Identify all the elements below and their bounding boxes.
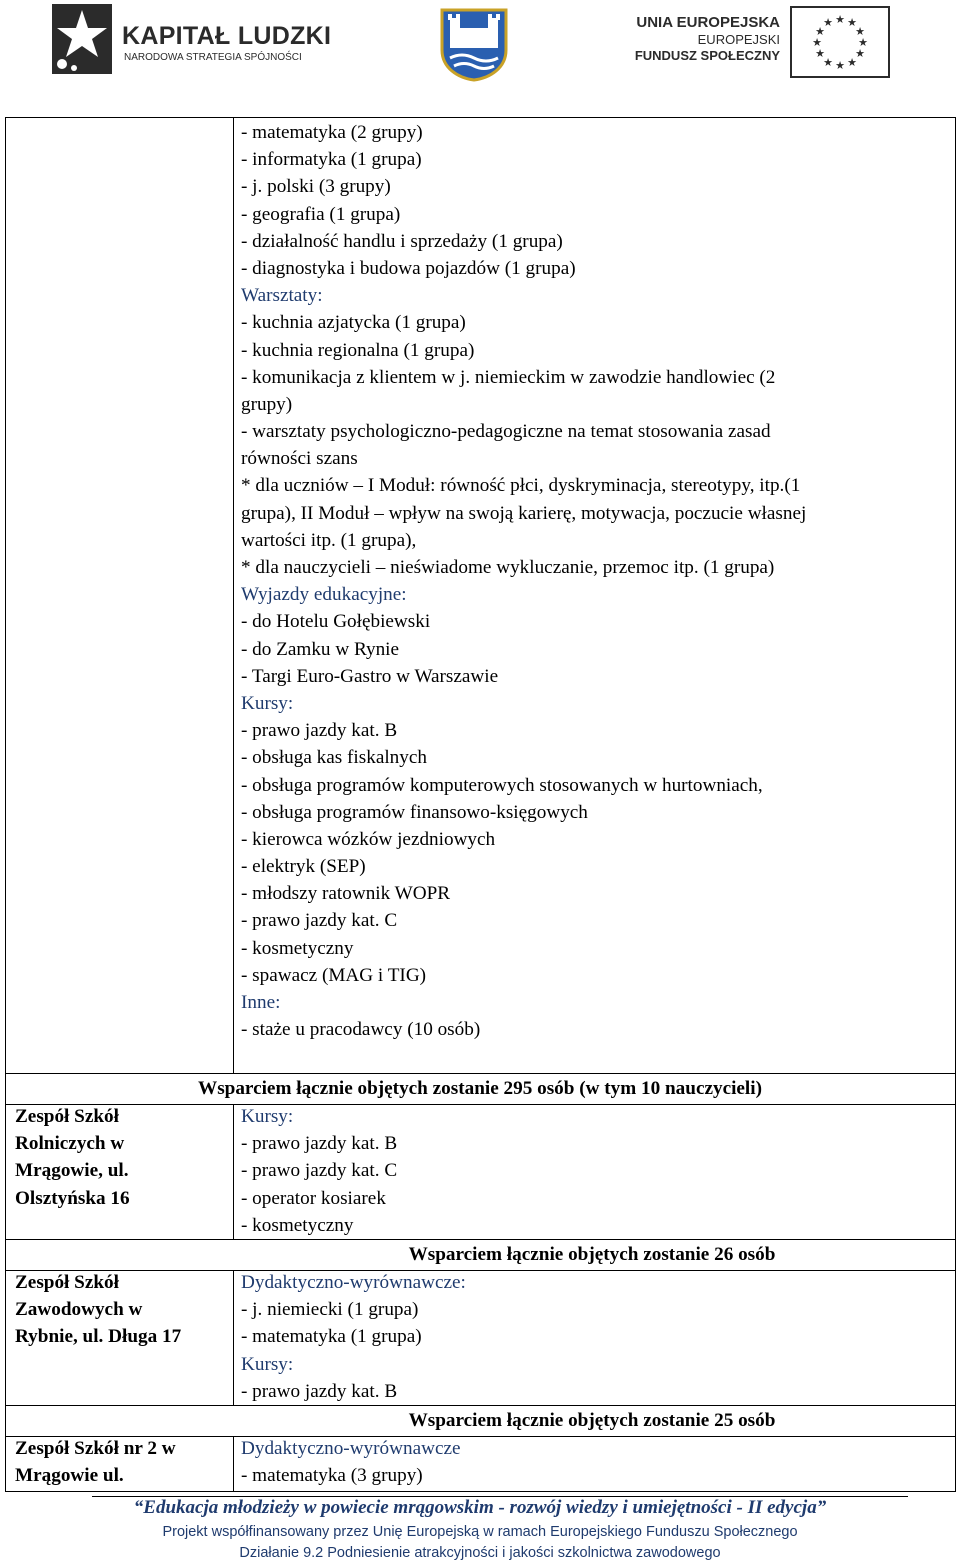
- section-heading: Wyjazdy edukacyjne:: [241, 584, 407, 606]
- school-name-line: Mrągowie, ul.: [15, 1160, 129, 1182]
- school2-summary: Wsparciem łącznie objętych zostanie 25 osób: [408, 1410, 776, 1431]
- svg-text:★: ★: [855, 47, 865, 60]
- list-item: - obsługa programów finansowo-księgowych: [241, 801, 588, 823]
- list-item: - prawo jazdy kat. C: [241, 1160, 398, 1182]
- column-divider: [233, 117, 234, 1073]
- table-divider: [5, 1405, 956, 1406]
- list-item: - diagnostyka i budowa pojazdów (1 grupa): [241, 257, 576, 279]
- list-item: - Targi Euro-Gastro w Warszawie: [241, 665, 499, 687]
- school-name-line: Zespół Szkół: [15, 1272, 119, 1293]
- column-divider: [233, 1104, 234, 1239]
- school-name-line: Zespół Szkół: [15, 1106, 119, 1127]
- list-item: - elektryk (SEP): [241, 856, 366, 878]
- list-item: wartości itp. (1 grupa),: [241, 529, 417, 551]
- list-item: - warsztaty psychologiczno-pedagogiczne na temat stosowania zasad: [241, 421, 771, 443]
- list-item: - matematyka (2 grupy): [241, 122, 423, 143]
- svg-text:★: ★: [855, 25, 865, 38]
- section-heading: Inne:: [241, 992, 281, 1013]
- list-item: - j. niemiecki (1 grupa): [241, 1299, 419, 1321]
- table-divider: [5, 1104, 956, 1105]
- school-name-line: Olsztyńska 16: [15, 1187, 130, 1209]
- list-item: - kuchnia azjatycka (1 grupa): [241, 312, 466, 334]
- svg-text:★: ★: [812, 36, 822, 49]
- top-row-activities: [241, 119, 806, 1043]
- list-item: - młodszy ratownik WOPR: [241, 883, 451, 905]
- list-item: - spawacz (MAG i TIG): [241, 964, 427, 986]
- svg-text:★: ★: [815, 47, 825, 60]
- list-item: - komunikacja z klientem w j. niemieckim w zawodzie handlowiec (2: [241, 366, 776, 388]
- eu-fund-logo: [634, 6, 890, 78]
- svg-text:★: ★: [815, 25, 825, 38]
- footer-cofinancing: Projekt współfinansowany przez Unię Europejską w ramach Europejskiego Funduszu Społecznego: [162, 1524, 798, 1540]
- school1-summary: Wsparciem łącznie objętych zostanie 26 osób: [408, 1244, 776, 1265]
- list-item: - do Hotelu Gołębiewski: [241, 611, 431, 633]
- school3-activities: [241, 1435, 461, 1489]
- svg-text:★: ★: [823, 16, 833, 29]
- school2-name: [15, 1269, 181, 1351]
- eu-social-fund-label: FUNDUSZ SPOŁECZNY: [634, 48, 780, 63]
- list-item: równości szans: [241, 448, 358, 470]
- school3-name: [15, 1435, 176, 1489]
- table-divider: [5, 1239, 956, 1240]
- eu-fund-text: [635, 14, 780, 64]
- table-border-left: [5, 117, 6, 1492]
- list-item: - j. polski (3 grupy): [241, 176, 391, 198]
- svg-text:★: ★: [858, 36, 868, 49]
- list-item: - obsługa kas fiskalnych: [241, 747, 427, 769]
- list-item: grupa), II Moduł – wpływ na swoją karierę, motywacja, poczucie własnej: [241, 502, 807, 524]
- list-item: - obsługa programów komputerowych stosowanych w hurtowniach,: [241, 774, 763, 796]
- list-item: * dla nauczycieli – nieświadome wykluczanie, przemoc itp. (1 grupa): [241, 557, 775, 578]
- eu-european-label: EUROPEJSKI: [697, 32, 780, 47]
- school2-activities: [241, 1269, 466, 1405]
- school1-activities: [241, 1103, 397, 1239]
- section-heading: Kursy:: [241, 1106, 294, 1127]
- kapital-ludzki-star-icon: [52, 4, 112, 74]
- svg-text:★: ★: [823, 56, 833, 69]
- list-item: - do Zamku w Rynie: [241, 638, 400, 660]
- list-item: - kuchnia regionalna (1 grupa): [241, 339, 475, 361]
- table-divider: [5, 1073, 956, 1074]
- column-divider: [233, 1270, 234, 1405]
- kapital-ludzki-logo: [52, 4, 332, 76]
- list-item: - prawo jazdy kat. B: [241, 720, 398, 742]
- section-heading: Dydaktyczno-wyrównawcze: [241, 1438, 461, 1459]
- list-item: - prawo jazdy kat. B: [241, 1380, 398, 1402]
- school-name-line: Rybnie, ul. Długa 17: [15, 1326, 182, 1348]
- table-border-top: [5, 117, 956, 118]
- page-header: [0, 0, 960, 90]
- list-item: - prawo jazdy kat. C: [241, 910, 398, 932]
- list-item: - kosmetyczny: [241, 1214, 354, 1236]
- section-heading: Kursy:: [241, 1353, 294, 1375]
- list-item: - kierowca wózków jezdniowych: [241, 828, 496, 850]
- top-row-summary: Wsparciem łącznie objętych zostanie 295 osób (w tym 10 nauczycieli): [198, 1078, 762, 1099]
- school-name-line: Zawodowych w: [15, 1299, 143, 1321]
- kapital-ludzki-title: KAPITAŁ LUDZKI: [122, 22, 332, 50]
- eu-union-label: UNIA EUROPEJSKA: [636, 14, 780, 31]
- footer-action: Działanie 9.2 Podniesienie atrakcyjności i jakości szkolnictwa zawodowego: [239, 1545, 721, 1561]
- table-border-bottom: [5, 1491, 956, 1492]
- list-item: - staże u pracodawcy (10 osób): [241, 1019, 481, 1041]
- section-heading: Warsztaty:: [241, 285, 323, 307]
- svg-text:★: ★: [847, 16, 857, 29]
- coat-of-arms-icon: [436, 6, 512, 82]
- list-item: - matematyka (3 grupy): [241, 1465, 423, 1487]
- svg-text:★: ★: [835, 59, 845, 72]
- list-item: - matematyka (1 grupa): [241, 1326, 422, 1348]
- list-item: - kosmetyczny: [241, 937, 354, 959]
- svg-text:★: ★: [847, 56, 857, 69]
- list-item: - operator kosiarek: [241, 1187, 386, 1209]
- school-name-line: Zespół Szkół nr 2 w: [15, 1438, 176, 1459]
- section-heading: Kursy:: [241, 692, 294, 714]
- school1-name: [15, 1103, 130, 1212]
- kapital-ludzki-subtitle: NARODOWA STRATEGIA SPÓJNOŚCI: [124, 52, 302, 63]
- eu-flag-icon: [790, 6, 890, 78]
- list-item: grupy): [241, 393, 293, 415]
- school-name-line: Mrągowie ul.: [15, 1465, 124, 1487]
- footer-project-title: “Edukacja młodzieży w powiecie mrągowskim - rozwój wiedzy i umiejętności - II edycja”: [133, 1497, 827, 1518]
- list-item: - działalność handlu i sprzedaży (1 grupa): [241, 230, 563, 252]
- section-heading: Dydaktyczno-wyrównawcze:: [241, 1272, 466, 1293]
- table-border-right: [955, 117, 956, 1492]
- column-divider: [233, 1436, 234, 1491]
- svg-text:★: ★: [835, 13, 845, 26]
- list-item: - informatyka (1 grupa): [241, 149, 422, 171]
- school-name-line: Rolniczych w: [15, 1133, 125, 1155]
- list-item: - geografia (1 grupa): [241, 203, 401, 225]
- list-item: - prawo jazdy kat. B: [241, 1133, 398, 1155]
- list-item: * dla uczniów – I Moduł: równość płci, dyskryminacja, stereotypy, itp.(1: [241, 475, 801, 497]
